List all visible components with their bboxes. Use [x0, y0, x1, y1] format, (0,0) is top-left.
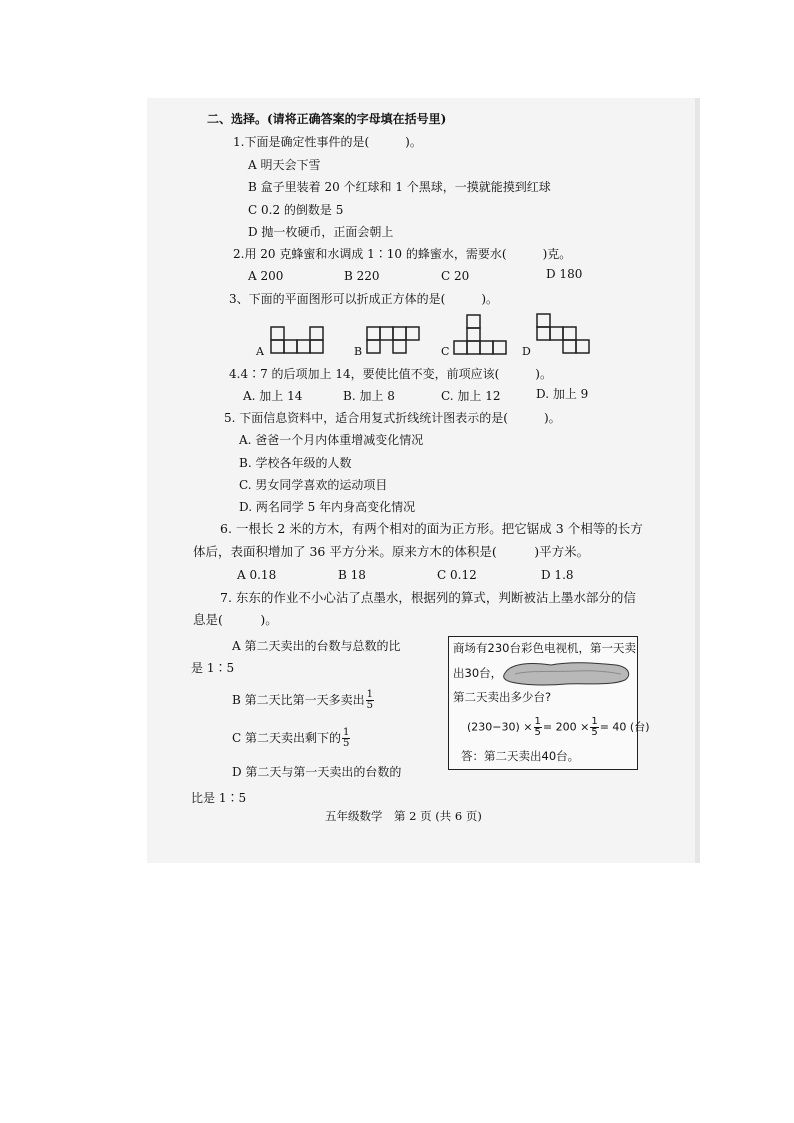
q5-option-c: C. 男女同学喜欢的运动项目	[239, 478, 388, 492]
q7-stem-line1: 7. 东东的作业不小心沾了点墨水，根据列的算式，判断被沾上墨水部分的信	[220, 590, 636, 605]
q3-label-c: C	[441, 345, 450, 358]
fraction-one-fifth: $\frac{1}{5}$	[534, 716, 541, 738]
q1-option-c: C 0.2 的倒数是 5	[248, 203, 344, 217]
q6-stem-line1: 6. 一根长 2 米的方木，有两个相对的面为正方形。把它锯成 3 个相等的长方	[220, 521, 643, 536]
q6-option-b: B 18	[338, 568, 366, 582]
box-line1: 商场有230台彩色电视机，第一天卖	[453, 641, 636, 655]
q5-option-a: A. 爸爸一个月内体重增减变化情况	[239, 433, 424, 447]
q3-net-d	[536, 313, 590, 354]
fraction-one-fifth: $\frac{1}{5}$	[366, 689, 374, 711]
ink-blot-icon	[501, 659, 633, 687]
scan-edge	[695, 98, 700, 863]
q2-option-d: D 180	[546, 267, 583, 281]
q6-option-a: A 0.18	[237, 568, 277, 582]
q6-option-d: D 1.8	[541, 568, 574, 582]
q7-option-b-text: B 第二天比第一天多卖出	[232, 693, 365, 707]
q5-option-b: B. 学校各年级的人数	[239, 456, 352, 470]
q2-option-a: A 200	[248, 269, 284, 283]
q7-option-d-line1: D 第二天与第一天卖出的台数的	[232, 765, 402, 779]
section-title: 二、选择。(请将正确答案的字母填在括号里)	[207, 112, 447, 126]
q1-stem: 1.下面是确定性事件的是( )。	[233, 135, 422, 149]
q6-stem-line2: 体后，表面积增加了 36 平方分米。原来方木的体积是( )平方米。	[193, 544, 590, 559]
fraction-one-fifth: $\frac{1}{5}$	[343, 727, 350, 749]
q5-option-d: D. 两名同学 5 年内身高变化情况	[239, 500, 416, 514]
q2-option-b: B 220	[344, 269, 380, 283]
q4-option-a: A. 加上 14	[243, 389, 303, 403]
q3-net-c	[453, 314, 507, 355]
q3-label-b: B	[354, 345, 363, 358]
q3-net-a	[270, 326, 324, 354]
q2-option-c: C 20	[441, 269, 470, 283]
q3-label-d: D	[522, 345, 531, 358]
q6-option-c: C 0.12	[437, 568, 477, 582]
q7-option-d-line2: 比是 1∶5	[191, 791, 247, 805]
q3-stem: 3、下面的平面图形可以折成正方体的是( )。	[229, 292, 498, 306]
q4-option-b: B. 加上 8	[343, 389, 395, 403]
eq-mid: = 200 ×	[542, 720, 590, 734]
box-line2: 出30台，	[453, 666, 503, 680]
box-answer: 答：第二天卖出40台。	[461, 749, 580, 763]
fraction-one-fifth: $\frac{1}{5}$	[591, 716, 598, 738]
q7-option-a-line1: A 第二天卖出的台数与总数的比	[232, 639, 401, 653]
q7-option-c	[232, 728, 351, 749]
eq-right: = 40 (台)	[599, 720, 650, 734]
box-equation	[467, 717, 650, 738]
q4-option-c: C. 加上 12	[441, 389, 501, 403]
q1-option-d: D 抛一枚硬币，正面会朝上	[248, 225, 394, 239]
q1-option-a: A 明天会下雪	[248, 158, 321, 172]
page-footer: 五年级数学 第 2 页 (共 6 页)	[325, 809, 482, 823]
q4-option-d: D. 加上 9	[536, 387, 589, 401]
box-line3: 第二天卖出多少台?	[453, 690, 552, 704]
q2-stem: 2.用 20 克蜂蜜和水调成 1∶10 的蜂蜜水，需要水( )克。	[233, 247, 572, 261]
q7-option-b	[232, 690, 375, 711]
q7-option-c-text: C 第二天卖出剩下的	[232, 731, 341, 745]
q3-label-a: A	[256, 345, 264, 358]
homework-box	[448, 636, 650, 770]
eq-left: (230−30) ×	[467, 720, 533, 734]
q4-stem: 4.4∶7 的后项加上 14，要使比值不变，前项应该( )。	[229, 367, 552, 381]
q1-option-b: B 盒子里装着 20 个红球和 1 个黑球，一摸就能摸到红球	[248, 180, 551, 194]
q7-stem-line2: 息是( )。	[193, 612, 278, 627]
q7-option-a-line2: 是 1∶5	[191, 661, 235, 675]
q3-net-b	[366, 326, 420, 354]
q5-stem: 5. 下面信息资料中，适合用复式折线统计图表示的是( )。	[224, 411, 561, 425]
